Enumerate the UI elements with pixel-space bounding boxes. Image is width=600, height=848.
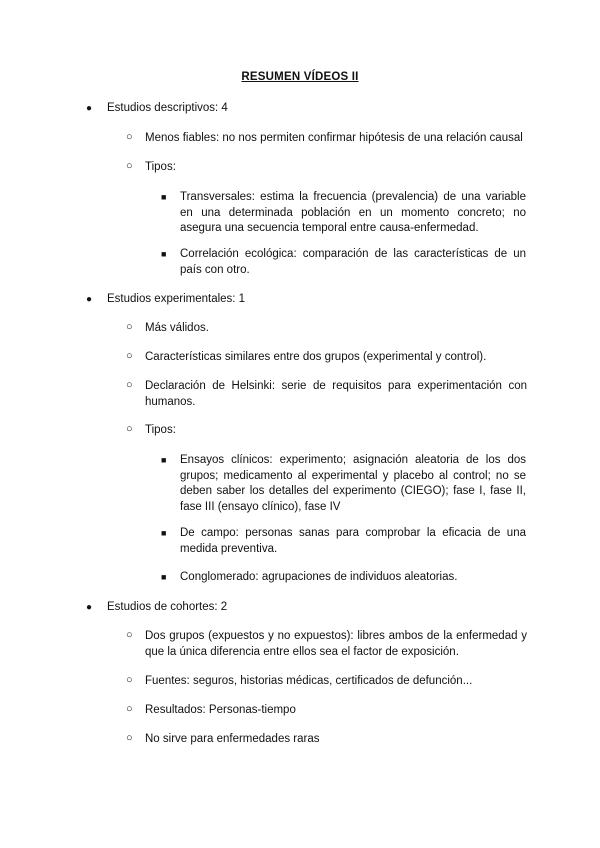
document-title: RESUMEN VÍDEOS II [241,71,359,83]
filled-circle-bullet-icon: ● [86,602,93,613]
bullet-text: No sirve para enfermedades raras [145,733,320,745]
filled-circle-bullet-icon: ● [86,103,93,114]
bullet-text: Menos fiables: no nos permiten confirmar hipótesis de una relación causal [145,132,523,144]
bullet-text: Estudios de cohortes: 2 [107,601,228,613]
bullet-text: Más válidos. [145,322,209,334]
hollow-circle-bullet-icon: ○ [126,321,133,333]
hollow-circle-bullet-icon: ○ [126,350,133,362]
hollow-circle-bullet-icon: ○ [126,423,133,435]
hollow-circle-bullet-icon: ○ [126,674,133,686]
square-bullet-icon: ■ [161,249,167,259]
hollow-circle-bullet-icon: ○ [126,703,133,715]
square-bullet-icon: ■ [161,528,167,538]
bullet-text: Tipos: [145,424,176,436]
hollow-circle-bullet-icon: ○ [126,160,133,172]
bullet-text: Resultados: Personas-tiempo [145,704,296,716]
hollow-circle-bullet-icon: ○ [126,379,133,391]
bullet-text: De campo: personas sanas para comprobar la eficacia de una medida preventiva. [180,527,526,555]
square-bullet-icon: ■ [161,192,167,202]
hollow-circle-bullet-icon: ○ [126,131,133,143]
bullet-text: Estudios experimentales: 1 [107,293,246,305]
hollow-circle-bullet-icon: ○ [126,732,133,744]
bullet-text: Declaración de Helsinki: serie de requisitos para experimentación con humanos. [145,380,527,408]
bullet-text: Transversales: estima la frecuencia (prevalencia) de una variable en una determinada población en un momento concreto; no asegura una secuencia temporal entre causa-enfermedad. [180,191,526,234]
filled-circle-bullet-icon: ● [86,294,93,305]
bullet-text: Fuentes: seguros, historias médicas, certificados de defunción... [145,675,473,687]
square-bullet-icon: ■ [161,455,167,465]
square-bullet-icon: ■ [161,572,167,582]
bullet-text: Correlación ecológica: comparación de las características de un país con otro. [180,248,526,276]
bullet-text: Conglomerado: agrupaciones de individuos aleatorias. [180,571,458,583]
bullet-text: Ensayos clínicos: experimento; asignación aleatoria de los dos grupos; medicamento al experimental y placebo al control; no se deben saber los detalles del experimento (CIEGO); fase I, fase II, fase III (ensayo clínico), fase IV [180,454,526,513]
hollow-circle-bullet-icon: ○ [126,629,133,641]
bullet-text: Dos grupos (expuestos y no expuestos): libres ambos de la enfermedad y que la única diferencia entre ellos sea el factor de exposición. [145,630,527,658]
bullet-text: Características similares entre dos grupos (experimental y control). [145,351,487,363]
bullet-text: Tipos: [145,161,176,173]
bullet-text: Estudios descriptivos: 4 [107,102,228,114]
